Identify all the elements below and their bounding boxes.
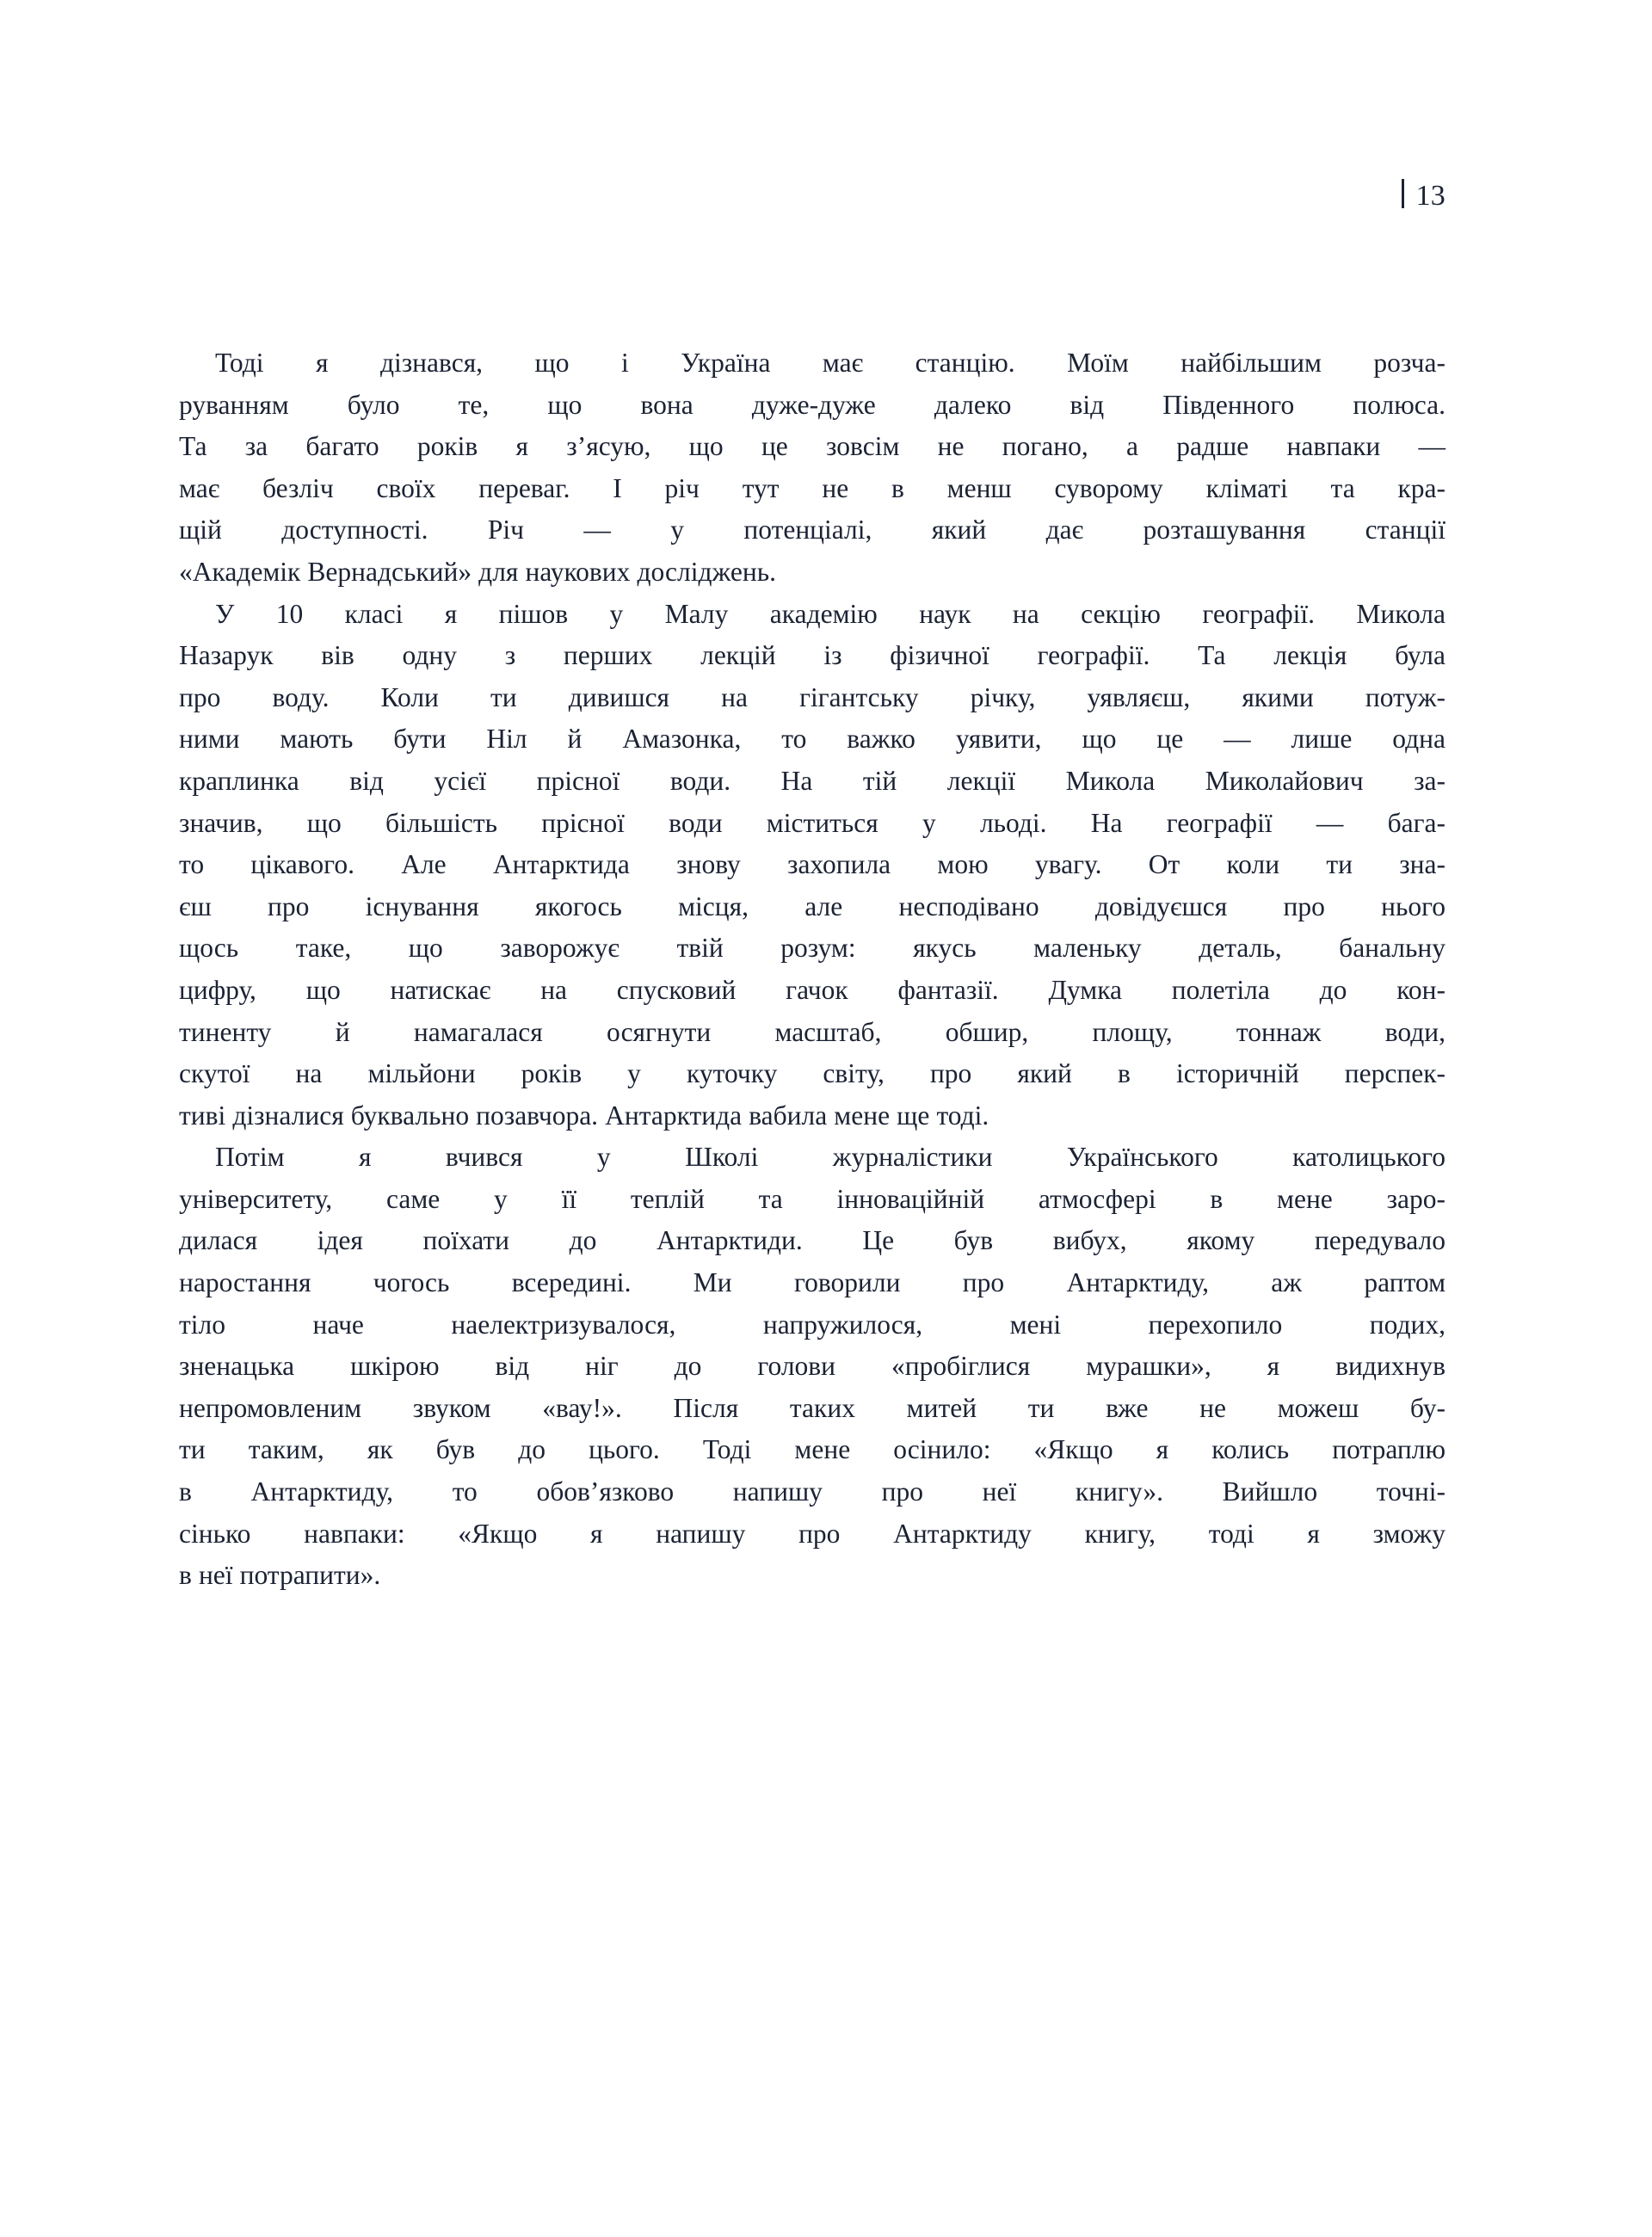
text-line: зненацька шкірою від ніг до голови «пробіглися мурашки», я видихнув (179, 1351, 1446, 1382)
text-line: ними мають бути Ніл й Амазонка, то важко уявити, що це — лише одна (179, 724, 1446, 755)
text-line: тіло наче наелектризувалося, напружилося, мені перехопило подих, (179, 1309, 1446, 1340)
paragraph-3 (179, 1137, 1446, 1597)
text-line: значив, що більшість прісної води міститься у льоді. На географії — бага- (179, 807, 1446, 838)
text-line: тиненту й намагалася осягнути масштаб, обшир, площу, тоннаж води, (179, 1016, 1446, 1047)
text-line: щось таке, що заворожує твій розум: якусь маленьку деталь, банальну (179, 933, 1446, 964)
text-line: дилася ідея поїхати до Антарктиди. Це був вибух, якому передувало (179, 1225, 1446, 1256)
text-line: руванням було те, що вона дуже-дуже далеко від Південного полюса. (179, 389, 1446, 420)
text-line: Та за багато років я з’ясую, що це зовсім не погано, а радше навпаки — (179, 431, 1446, 462)
text-line: має безліч своїх переваг. І річ тут не в менш суворому кліматі та кра- (179, 472, 1446, 503)
text-line: то цікавого. Але Антарктида знову захопила мою увагу. От коли ти зна- (179, 849, 1446, 880)
text-line: тиві дізналися буквально позавчора. Антарктида вабила мене ще тоді. (179, 1100, 989, 1131)
text-line: Назарук вів одну з перших лекцій із фізичної географії. Та лекція була (179, 640, 1446, 671)
body-text-block (179, 342, 1446, 1597)
text-line: Тоді я дізнався, що і Україна має станцію. Моїм найбільшим розча- (215, 348, 1446, 378)
text-line: Потім я вчився у Школі журналістики Українського католицького (215, 1142, 1446, 1173)
text-line: в Антарктиду, то обов’язково напишу про неї книгу». Вийшло точні- (179, 1476, 1446, 1507)
text-line: щій доступності. Річ — у потенціалі, який дає розташування станції (179, 515, 1446, 545)
text-line: цифру, що натискає на спусковий гачок фантазії. Думка полетіла до кон- (179, 974, 1446, 1005)
text-line: непромовленим звуком «вау!». Після таких митей ти вже не можеш бу- (179, 1392, 1446, 1423)
paragraph-1 (179, 342, 1446, 594)
page-number: 13 (1415, 180, 1446, 212)
text-line: ти таким, як був до цього. Тоді мене осінило: «Якщо я колись потраплю (179, 1434, 1446, 1465)
page-folio (1402, 176, 1446, 211)
text-line: єш про існування якогось місця, але несподівано довідуєшся про нього (179, 890, 1446, 921)
text-line: У 10 класі я пішов у Малу академію наук на секцію географії. Микола (215, 598, 1446, 629)
text-line: про воду. Коли ти дивишся на гігантську річку, уявляєш, якими потуж- (179, 681, 1446, 712)
text-line: університету, саме у її теплій та інноваційній атмосфері в мене заро- (179, 1183, 1446, 1214)
paragraph-2 (179, 594, 1446, 1137)
text-line: сінько навпаки: «Якщо я напишу про Антарктиду книгу, тоді я зможу (179, 1518, 1446, 1549)
text-line: наростання чогось всередині. Ми говорили про Антарктиду, аж раптом (179, 1267, 1446, 1298)
text-line: «Академік Вернадський» для наукових досліджень. (179, 556, 776, 587)
folio-rule-icon (1402, 179, 1404, 208)
text-line: краплинка від усієї прісної води. На тій лекції Микола Миколайович за- (179, 765, 1446, 796)
text-line: скутої на мільйони років у куточку світу, про який в історичній перспек- (179, 1058, 1446, 1089)
text-line: в неї потрапити». (179, 1560, 381, 1591)
